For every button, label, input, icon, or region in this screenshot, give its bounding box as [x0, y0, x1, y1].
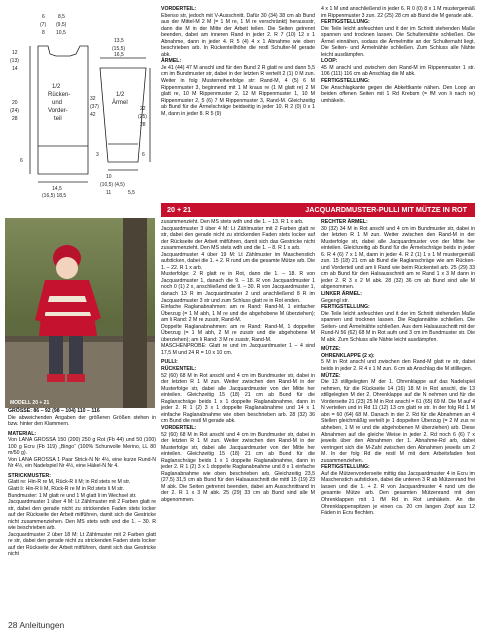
model-photo — [5, 218, 155, 408]
paragraph: Jacquardmuster 4 über 19 M: Lt Zählmuster im Maschenstich aufsticken, dabei die 1. + 2. R rund um die gesamte Mütze arb. Die 1. – 22. R 1 x arb. — [161, 251, 315, 271]
back-width-1: 14,5 — [52, 186, 62, 192]
back-mid-height-2: (24) — [10, 108, 19, 114]
paragraph: Gegengl str. — [321, 297, 349, 304]
pattern-title: JACQUARDMUSTER-PULLI MIT MÜTZE IN ROT — [305, 205, 467, 214]
section-heading: PULLI: — [161, 359, 178, 366]
paragraph: Je 41 (44) 47 M anschl und für den Bund 2 R glatt re und dann 5,5 cm im Bundmuster str, dabei in der letzten R verteilt 2 (1) 0 M zun. Weiter in folg Musterreihenfolge str: Rand-M, 4 (5) 6 M Rippenmuster 3, beginnend mit 1 M kraus re (1 M glatt re) 2 M glatt re, 10 M Rippenmuster 2, 12 M Rippenmuster 1, 10 M Rippenmuster 2, 5 (6) 7 M Rippenmuster 3, Rand-M. Gleichzeitig ab Bund für die Ärmelschräge beidseitig in jeder 10. R 2 (0) 0 x 1 M, dann in jeder 8. R 5 (9) — [161, 64, 315, 117]
back-label-4: Vorder- — [48, 108, 68, 114]
section-heading: LOOP: — [321, 58, 338, 65]
sleeve-width-4: 5,5 — [128, 190, 135, 196]
sleeve-width-1: 10 — [106, 174, 112, 180]
section-heading: RECHTER ÄRMEL: — [321, 219, 368, 225]
wooden-post — [123, 218, 147, 408]
instructions-top-right — [321, 6, 475, 104]
instructions-left — [8, 408, 156, 558]
paragraph: Jacquardmuster 2 über 18 M: Lt Zählmuster mit 2 Farben glatt re str, dabei den gerade nicht zu strickenden Faden stets locker auf der Rückseite der Arbeit mitführen, damit sich das Gestricke nicht — [8, 531, 156, 558]
section-title: Anleitungen — [19, 620, 65, 630]
sleeve-width-2: (10,5) (4,5) — [100, 182, 125, 188]
back-right-height-3: 42 — [90, 112, 96, 118]
paragraph: 4 x 1 M und anschließend in jeder 6. R 0 (0) 8 x 1 M mustergemäß im Rippenmuster 3 zun. 22 (25) 28 cm ab Bund die M gerade abk. — [321, 6, 475, 19]
paragraph: Bundmuster: 1 M glatt re und 1 M glatt li im Wechsel str. — [8, 492, 137, 499]
paragraph: Die Teile leicht anfeuchten und it der im Schnitt stehenden Maße spannen und trocknen lassen. Die Schulternähte schließen. Die Ärmel einnähen, sodass die Ärmelmitte an der Schulternaht liegt. Die Seiten- und Ärmelnähte schließen. Zum Schluss alle Nähte leicht ausdämpfen. — [321, 25, 475, 58]
back-left-height-2: (13) — [10, 58, 19, 64]
sleeve-width-3: 11 — [106, 190, 112, 196]
red-shoe — [47, 374, 65, 382]
sleeve-top-2: (15,5) — [112, 46, 126, 52]
sleeve-bottom-height: 6 — [142, 152, 145, 158]
section-heading: ÄRMEL: — [161, 58, 182, 65]
child-face — [56, 257, 78, 279]
section-heading: LINKER ÄRMEL: — [321, 291, 362, 298]
back-label-5: teil — [54, 116, 62, 122]
sleeve-label-2: Ärmel — [112, 100, 128, 106]
photo-caption: MODELL 20 + 21 — [10, 400, 50, 406]
paragraph: 5 M in Rot anschl und zwischen den Rand-M glatt re str, dabei beids in jeder 2. R 4 x 1 M zun. 6 cm ab Anschlag die M stilllegen. — [321, 359, 475, 373]
section-heading: FERTIGSTELLUNG: — [321, 304, 370, 311]
back-left-height-1: 12 — [12, 50, 18, 56]
instructions-right — [321, 219, 475, 517]
paragraph: Jacquardmuster 1 über 4 M: Lt Zählmuster mit 2 Farben glatt re str, dabei den gerade nicht zu strickenden Faden stets locker auf der Rückseite der Arbeit mitführen, damit sich die Gestricke nicht zusammenziehen. Den MS stets wdh und die 1. – 30. R wie beschrieben arb. — [8, 499, 156, 532]
sleeve-height-1: 22 — [140, 106, 146, 112]
paragraph: Doppelte Raglanabnahmen: am re Rand: Rand-M, 1 doppelter Überzug (= 1 M abh, 2 M re zusstr und die abgehobene M überziehen); am li Rand: 3 M re zusstr, Rand-M. — [161, 323, 315, 343]
paragraph: Von LANA GROSSA 1 Paar Strick-N Nr 4½, eine kurze Rund-N Nr 4½, ein Nadelspiel Nr 4½, eine Häkel-N Nr 4. — [8, 456, 156, 470]
paragraph: MASCHENPROBE: Glatt re und im Jacquardmuster 1 – 4 sind 17,5 M und 24 R = 10 x 10 cm. — [161, 343, 315, 356]
section-heading: MATERIAL: — [8, 430, 37, 437]
paragraph: Jacquardmuster 3 über 4 M: Lt Zählmuster mit 2 Farben glatt re str, dabei den gerade nicht zu strickenden Faden stets locker auf der Rückseite der Arbeit mitführen, damit sich das Gestricke nicht zusammenzieht. Den MS stets wdh und die 1. – 8. R 1 x arb. — [161, 225, 315, 252]
paragraph: Von LANA GROSSA 150 (200) 250 g Rot (Fb 44) und 50 (100) 100 g Ecru (Fb 119) „Bingo“ (100% Schurwolle Merino, LL 80 m/50 g). — [8, 437, 156, 457]
back-label-1: 1/2 — [52, 84, 61, 90]
back-top-width-1: 6 — [42, 14, 45, 20]
paragraph: zusammenzieht. Den MS stets wdh und die 1. – 13. R 1 x arb. — [161, 219, 304, 225]
instructions-top-middle — [161, 6, 315, 117]
paragraph: 52 (60) 68 M in Rot anschl und 4 cm im Bundmuster str, dabei in der letzten R 1 M zun. Weiter zwischen den Rand-M in der Musterfolge str, dabei alle Jacquardmuster von der Mitte her einteilen. Gleichzeitig 15 (18) 21 cm ab Bund für die Raglanschräge beids 1 x 1 doppelte Raglanabnahme, dann in jeder 2. R 1 (2) 3 x 1 doppelte Raglanabnahme und 8 x 1 einfache Raglanabnahme wie oben beschrieben arb. Gleichzeitig 23,5 (27,5) 31,5 cm ab Bund für den Halsausschnitt die mittl 15 (19) 23 M abk. Die Seiten getrennt beenden, dabei am Ausschnittrand in der 2. R 1 x 3 M abk. 25 (29) 33 cm ab Bund sind alle M abgenommen. — [161, 431, 315, 503]
paragraph: Die Anschlagkante gegen die Abkettkante nähen. Den Loop an beiden offenen Seiten mit 1 Rd Krebsm (= fM von li nach re) umhäkeln. — [321, 84, 475, 104]
back-width-2: (16,5) 18,5 — [42, 193, 67, 199]
back-label-3: und — [52, 100, 63, 106]
sleeve-top-1: 13,5 — [114, 38, 124, 44]
paragraph: Die 13 stillgelegten M der 1. Ohrenklappe auf das Nadelspiel nehmen, für die Rückseite 14 (16) 18 M in Rot anschl, die 13 stillgelegten M der 2. Ohrenklappe auf die N nehmen und für die Vorderseite 21 (23) 25 M in Rot anschl = 61 (65) 69 M. Die M auf 4 N verteilen und in Rd 11 (12) 13 cm glatt re str. In der folg Rd 1 M abn = 60 (64) 68 M. Danach in der 2. Rd für die Abnahmen an 4 Stellen gleichmäßig verteilt je 1 doppelten Überzug (= 2 M zus re abheben, 1 M re und die abgehobenen M überziehen) arb. Diese Abnahmen auf die gleiche Weise in jeder 2. Rd noch 6 (6) 7 x jeweils über den Abnahmen der 1. Abnahme-Rd arb, dabei verringert sich die M-Zahl zwischen den Abnahmen jeweils um 2 M. In der folg Rd die restl M mit dem Arbeitsfaden fest zusammenziehen. — [321, 379, 475, 464]
back-shoulder-2: (9,5) — [56, 22, 67, 28]
section-heading: VORDERTEIL: — [161, 6, 197, 12]
sleeve-label-1: 1/2 — [116, 92, 125, 98]
pattern-number: 20 + 21 — [167, 205, 192, 214]
paragraph: Die Teile leicht anfeuchten und it der im Schnitt stehenden Maße spannen und trocknen lassen. Die Raglannähte schließen. Die Seiten- und Ärmelnähte schließen. Aus dem Halsausschnitt mit der Rund-N 56 (62) 68 M in Rot aufn und 3 cm im Bundmuster str. Die M abk. Zum Schluss alle Nähte leicht ausdämpfen. — [321, 310, 475, 343]
section-heading: FERTIGSTELLUNG: — [321, 78, 370, 85]
pattern-banner — [161, 203, 475, 217]
back-right-height-1: 32 — [90, 96, 96, 102]
instructions-middle — [161, 219, 315, 504]
section-heading: OHRENKLAPPE (2 x): — [321, 352, 375, 359]
back-mid-height-1: 20 — [12, 100, 18, 106]
paragraph: 52 (60) 68 M in Rot anschl und 4 cm im Bundmuster str, dabei in der letzten R 1 M zun. Weiter zwischen den Rand-M in der Musterfolge str, dabei alle Jacquardmuster von der Mitte her einteilen. Gleichzeitig 15 (18) 21 cm ab Bund für die Raglanschräge beids 1 x 1 doppelte Raglanabnahme, dann in jeder 2. R 1 (2) 3 x 1 doppelte Raglanabnahme und 14 x 1 einfache Raglanabnahme wie oben beschrieben arb. 28 (32) 36 cm Bund die restl M gerade abk. — [161, 372, 315, 425]
section-heading: MÜTZE: — [321, 372, 341, 379]
paragraph: 30 (32) 34 M in Rot anschl und 4 cm im Bundmuster str, dabei in der letzten R 1 M zun. Weiter zwischen den Rand-M in der Musterfolge str, dabei alle Jacquardmuster von der Mitte her einteilen. Gleichzeitig ab Bund für die Ärmelschräge beids in jeder 6. R 4 (6) 7 x 1 M, dann in jeder 4. R 2 (1) 1 x 1 M mustergemäß zun. 15 (18) 21 cm ab Bund die Raglanschräge wie am Rücken- und Vorderteil und am li Rand wie beim Rückenteil arb. 25 (29) 33 cm ab Bund für den Halsausschnitt am re Rand 1 x 3 M dann in jeder 2. R 3 x 2 M abk. 28 (32) 36 cm ab Bund sind alle M abgenommen. — [321, 225, 475, 291]
back-shoulder-3: 10,5 — [56, 30, 66, 36]
measurement-diagram — [8, 6, 158, 202]
section-heading: VORDERTEIL: — [161, 424, 197, 431]
section-heading: FERTIGSTELLUNG: — [321, 464, 370, 471]
section-heading: GRÖSSE: 86 – 92 (98 – 104) 110 – 116 — [8, 408, 100, 414]
sleeve-top-3: 16,5 — [114, 52, 124, 58]
paragraph: Auf die Mützenvorderseite mittig das Jacquardmuster 4 in Ecru im Maschenstich aufsticken, dabei die unteren 3 R ab Mützenrand frei lassen und die 1. + 2. R von Jacquardmuster 4 rund um die gesamte Mütze arb. Den gesamten Mützenrand mit den Ohrenklappen mit 1 fM Rd in Rot umhäkeln. An die Ohrenklappenspitzen je einen ca. 20 cm langen Zopf aus 12 Fäden in Ecru flechten. — [321, 470, 475, 517]
paragraph: Einfache Raglanabnahmen: am re Rand: Rand-M, 1 einfacher Überzug (= 1 M abh, 1 M re und die abgehobene M überziehen); am li Rand: 2 M re zusstr, Rand-M. — [161, 304, 315, 324]
paragraph: Glatt li: Hin-R li M, Rück-R re M in Rd stets li M str. — [8, 486, 125, 493]
back-top-width-2: (7) — [40, 22, 47, 28]
paragraph: 45 M anschl und zwischen den Rand-M im Rippenmuster 1 str. 106 (111) 116 cm ab Anschlag die M abk. — [321, 64, 475, 78]
page-footer — [8, 620, 64, 630]
section-heading: FERTIGSTELLUNG: — [321, 19, 370, 26]
paragraph: Glatt re: Hin-R re M, Rück-R li M; in Rd stets re M str. — [8, 479, 131, 486]
paragraph: Die abweichenden Angaben der größeren Größen stehen in bzw. hinter den Klammern. — [8, 414, 156, 428]
sleeve-left-small: 3 — [96, 152, 99, 158]
section-heading: RÜCKENTEIL: — [161, 366, 197, 373]
back-mid-height-3: 28 — [12, 116, 18, 122]
back-shoulder-1: 8,5 — [58, 14, 65, 20]
page-number: 28 — [8, 620, 18, 630]
sleeve-height-2: (25) — [138, 114, 147, 120]
paragraph: Musterfolge: 2 R glatt re in Rot, dann die 1. – 18. R von Jacquardmuster 1, danach die 9. – 18. R von Jacquardmuster 1 noch 0 (1) 2 x, anschließend die 9. – 30. R von Jacquardmuster 1, danach 13 R im Jacquardmuster 2 und anschließend 8 R im Jacquardmuster 3 str und zum Schluss glatt re in Rot enden. — [161, 271, 315, 304]
sleeve-height-3: 28 — [140, 122, 146, 128]
section-heading: MÜTZE: — [321, 346, 341, 353]
back-left-height-3: 14 — [12, 66, 18, 72]
paragraph: Ebenso str, jedoch mit V-Ausschnitt. Dafür 30 (34) 38 cm ab Bund aus der Mittel-M 2 M (= 1 M re, 1 M re verschränkt) heraussstr, dann die M in der Mitte der Arbeit teilen. Die Seiten getrennt beenden, dabei am inneren Rand in jeder 2. R 7 (10) 12 x 1 Abnahme, dann in jeder 4. R 5 (4) 4 x 1 Abnahme wie oben beschrieben arb. In Rückenteilhöhe die restl Schulter-M gerade abk. — [161, 12, 315, 58]
section-heading: STRICKMUSTER: — [8, 472, 51, 479]
back-right-height-2: (37) — [90, 104, 99, 110]
back-top-width-3: 8 — [42, 30, 45, 36]
back-bottom-height: 6 — [20, 158, 23, 164]
back-label-2: Rücken- — [48, 92, 71, 98]
child-pants — [49, 336, 63, 376]
